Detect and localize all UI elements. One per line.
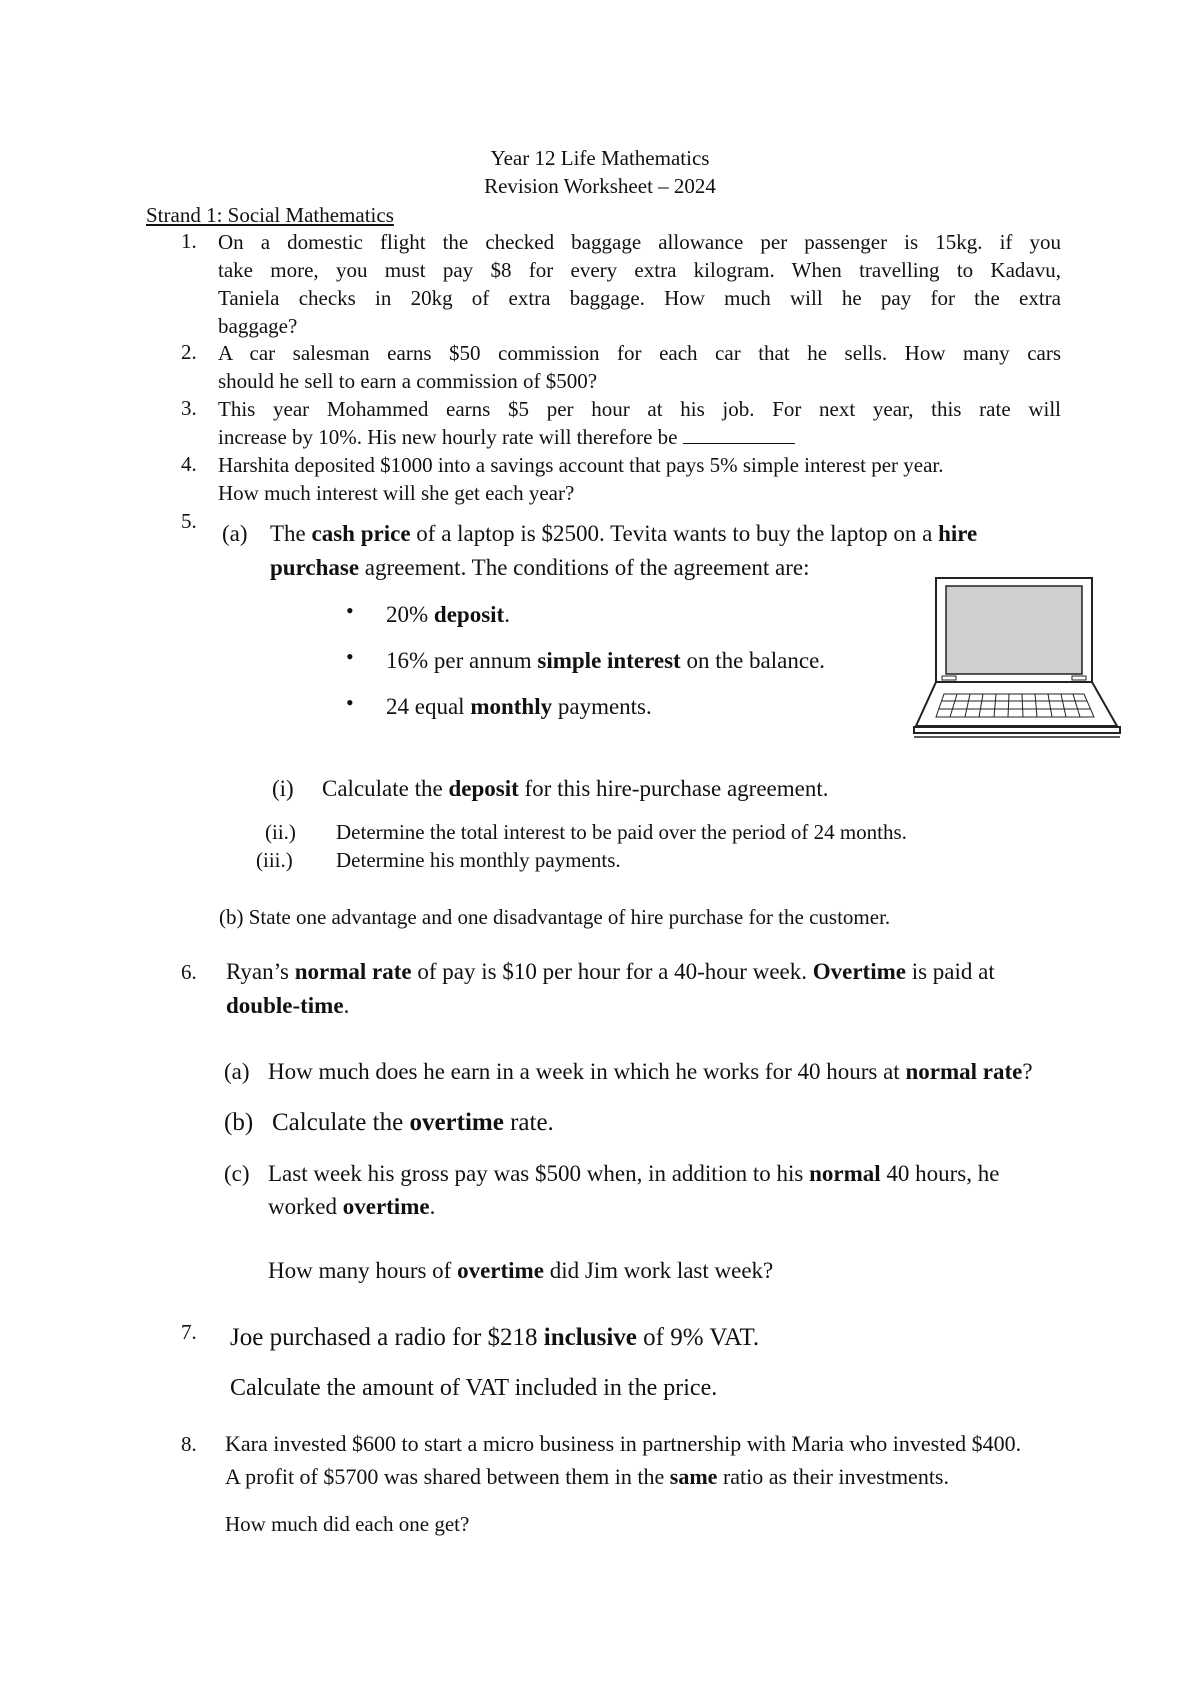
q3-line-2 — [218, 423, 795, 451]
q5-bullet-part: 24 equal — [386, 694, 471, 719]
q5-bullet-part: . — [504, 602, 510, 627]
q6-c-part: How many hours of — [268, 1258, 458, 1283]
q4-line-1: Harshita deposited $1000 into a savings account that pays 5% simple interest per year. — [218, 453, 944, 477]
q7-inclusive: inclusive — [543, 1324, 637, 1351]
q2-line-1: A car salesman earns $50 commission for each car that he sells. How many cars — [218, 341, 1061, 365]
q5-iii-text: Determine his monthly payments. — [336, 848, 621, 872]
q5a-purchase: purchase — [270, 555, 360, 580]
q6-c-overtime: overtime — [457, 1258, 544, 1283]
q5-bullet-part: on the balance. — [680, 648, 826, 673]
strand-heading: Strand 1: Social Mathematics — [146, 203, 394, 227]
q1-line-1: On a domestic flight the checked baggage allowance per passenger is 15kg. if you — [218, 230, 1061, 254]
q8-part: A profit of $5700 was shared between them in the — [225, 1464, 670, 1489]
q5-iii-label: (iii.) — [256, 848, 293, 872]
worksheet-title: Year 12 Life Mathematics — [490, 146, 710, 170]
q5-i-text — [322, 772, 828, 805]
q5-bullet-part: payments. — [552, 694, 652, 719]
q5-bullet-bold: monthly — [470, 694, 553, 719]
q6-a-part: How much does he earn in a week in which he works for 40 hours at — [268, 1059, 906, 1084]
q6-c-line-3 — [268, 1254, 773, 1287]
q5-bullet-dot: • — [346, 690, 354, 715]
q8-part: ratio as their investments. — [717, 1464, 949, 1489]
q3-number: 3. — [181, 396, 197, 420]
q7-line-1 — [230, 1321, 759, 1354]
q1-line-3: Taniela checks in 20kg of extra baggage. How much will he pay for the extra — [218, 286, 1061, 310]
q3-line-2-text: increase by 10%. His new hourly rate will therefore be — [218, 425, 678, 449]
q8-line-3: How much did each one get? — [225, 1512, 470, 1536]
q5-ii-text: Determine the total interest to be paid over the period of 24 months. — [336, 820, 907, 844]
q6-b-label: (b) — [224, 1109, 254, 1136]
q6-c-part: . — [429, 1194, 436, 1219]
q5a-line-1-part: The — [270, 521, 312, 546]
q6-c-part: Last week his gross pay was $500 when, in addition to his — [268, 1161, 810, 1186]
q6-b-part: Calculate the — [272, 1109, 410, 1136]
q5-bullet-part: 16% per annum — [386, 648, 538, 673]
q6-overtime: Overtime — [812, 959, 906, 984]
q8-line-2 — [225, 1463, 949, 1491]
q6-line-1-part: Ryan’s — [226, 959, 295, 984]
q6-a-label: (a) — [224, 1059, 250, 1084]
q6-c-part: 40 hours, he — [880, 1161, 1000, 1186]
q5-bullet-bold: deposit — [433, 602, 505, 627]
q5-bullet-dot: • — [346, 644, 354, 669]
q2-number: 2. — [181, 340, 197, 364]
q6-a-normal-rate: normal rate — [905, 1059, 1023, 1084]
q6-number: 6. — [181, 960, 197, 984]
q6-b-text — [272, 1106, 554, 1139]
q5-bullet-bold: simple interest — [537, 648, 681, 673]
q6-b-part: rate. — [503, 1109, 554, 1136]
q5-b-text: (b) State one advantage and one disadvantage of hire purchase for the customer. — [219, 905, 891, 929]
q5a-hire: hire — [938, 521, 978, 546]
q5a-line-2-part: agreement. The conditions of the agreement are: — [359, 555, 810, 580]
q6-line-2-part: . — [343, 993, 350, 1018]
q6-b-overtime: overtime — [409, 1109, 504, 1136]
q6-c-label: (c) — [224, 1161, 250, 1186]
q6-c-line-1 — [268, 1157, 999, 1190]
q6-line-2 — [226, 989, 349, 1022]
q6-a-part: ? — [1022, 1059, 1033, 1084]
q4-number: 4. — [181, 452, 197, 476]
q5a-line-2 — [270, 551, 810, 584]
q5-bullet-dot: • — [346, 598, 354, 623]
worksheet-subtitle: Revision Worksheet – 2024 — [484, 174, 716, 198]
q3-answer-blank — [683, 425, 795, 444]
q5-bullet-monthly — [386, 690, 652, 723]
q1-line-4: baggage? — [218, 314, 298, 338]
q6-double-time: double-time — [226, 993, 344, 1018]
q5a-cash-price: cash price — [311, 521, 411, 546]
q6-line-1-part: of pay is $10 per hour for a 40-hour week. — [411, 959, 813, 984]
q7-part: Joe purchased a radio for $218 — [230, 1324, 544, 1351]
q8-same: same — [669, 1464, 718, 1489]
q6-normal-rate: normal rate — [294, 959, 412, 984]
q5-i-label: (i) — [272, 776, 294, 801]
q1-line-2: take more, you must pay $8 for every extra kilogram. When travelling to Kadavu, — [218, 258, 1061, 282]
q7-number: 7. — [181, 1320, 197, 1344]
q8-line-1: Kara invested $600 to start a micro business in partnership with Maria who invested $400. — [225, 1431, 1022, 1456]
q2-line-2: should he sell to earn a commission of $500? — [218, 369, 598, 393]
q5-bullet-interest — [386, 644, 825, 677]
q5-ii-label: (ii.) — [265, 820, 296, 844]
q6-line-1 — [226, 955, 995, 988]
q1-number: 1. — [181, 229, 197, 253]
q5-bullet-deposit — [386, 598, 510, 631]
q8-number: 8. — [181, 1432, 197, 1456]
q5a-line-1-part: of a laptop is $2500. Tevita wants to buy the laptop on a — [410, 521, 939, 546]
q5a-label: (a) — [222, 521, 248, 546]
q4-line-2: How much interest will she get each year? — [218, 481, 575, 505]
q5-bullet-part: 20% — [386, 602, 434, 627]
q3-line-1: This year Mohammed earns $5 per hour at his job. For next year, this rate will — [218, 397, 1061, 421]
q6-c-part: worked — [268, 1194, 343, 1219]
q7-line-2: Calculate the amount of VAT included in the price. — [230, 1375, 718, 1401]
q6-c-normal: normal — [809, 1161, 881, 1186]
q6-line-1-part: is paid at — [905, 959, 995, 984]
q6-c-overtime: overtime — [342, 1194, 430, 1219]
q6-c-part: did Jim work last week? — [543, 1258, 774, 1283]
q5-number: 5. — [181, 509, 197, 533]
q5-i-deposit: deposit — [448, 776, 519, 801]
q5-i-part: for this hire-purchase agreement. — [518, 776, 829, 801]
q5a-line-1 — [270, 517, 977, 550]
q7-part: of 9% VAT. — [636, 1324, 760, 1351]
q5-i-part: Calculate the — [322, 776, 449, 801]
q6-c-line-2 — [268, 1190, 435, 1223]
q6-a-text — [268, 1055, 1033, 1088]
laptop-illustration — [912, 570, 1124, 748]
